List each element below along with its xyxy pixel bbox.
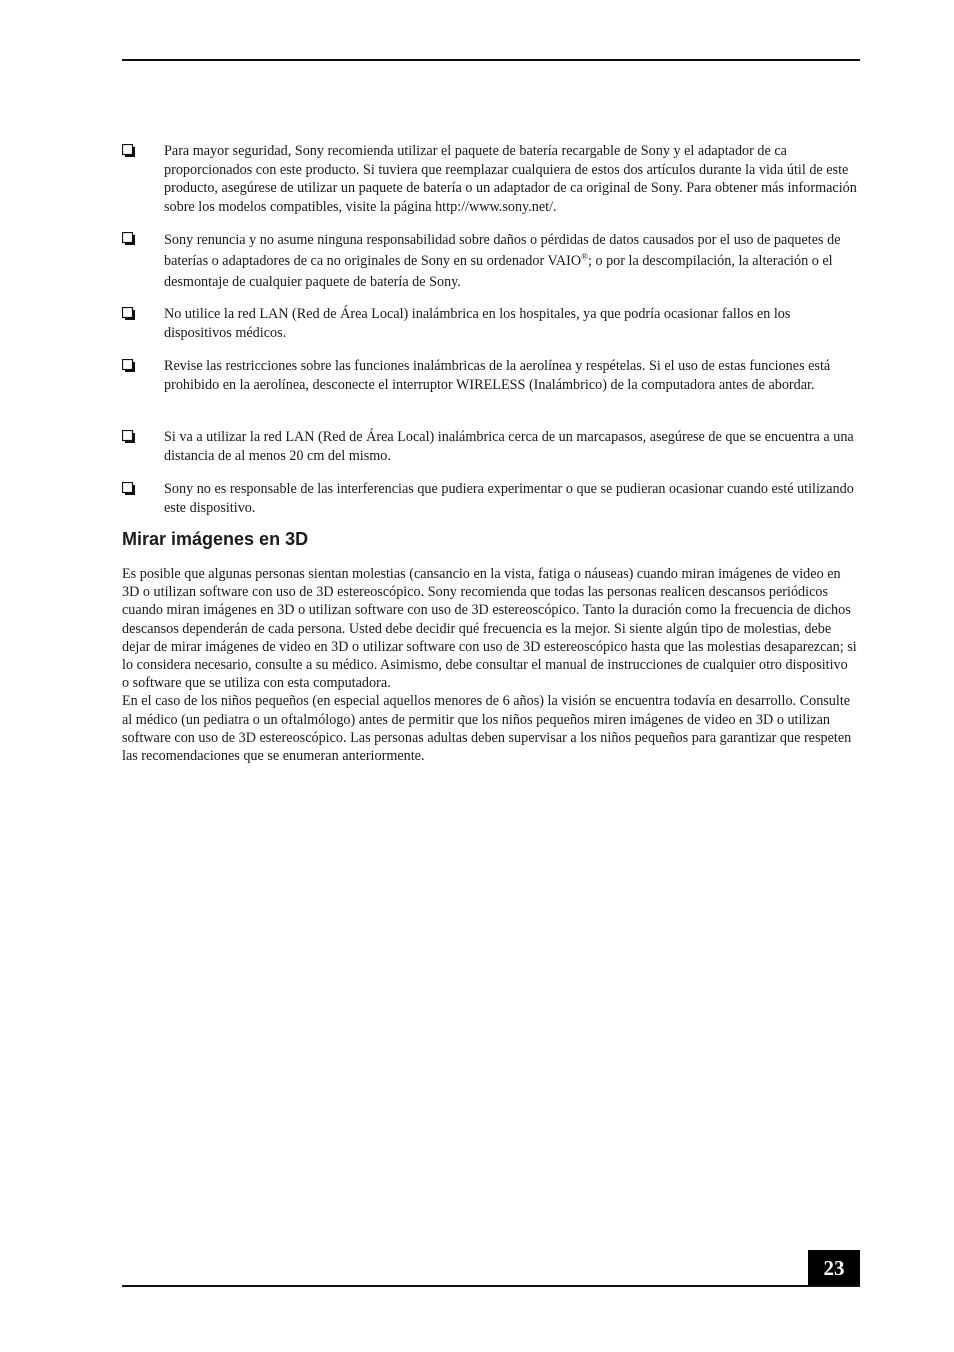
body-paragraph: En el caso de los niños pequeños (en especial aquellos menores de 6 años) la visión se encuentra todavía en desarrollo. Consulte al médico (un pediatra o un oftalmólogo) antes de permitir que los niños pequeños miren imágenes de video en 3D o utilizan software con uso de 3D estereoscópico. Las personas adultas deben supervisar a los niños pequeños para garantizar que respeten las recomendaciones que se enumeran anteriormente. xyxy=(122,693,852,765)
checkbox-icon xyxy=(122,307,135,320)
checkbox-icon xyxy=(122,482,135,495)
list-item xyxy=(122,230,858,293)
list-item-text: Sony no es responsable de las interferencias que pudiera experimentar o que se pudieran ocasionar cuando esté utilizando este dispositivo. xyxy=(164,481,854,516)
list-item-text-before: Sony renuncia y no asume ninguna responsabilidad sobre daños o pérdidas de datos causados por el uso de paquetes de baterías o adaptadores de ca no originales de Sony en su ordenador VAIO xyxy=(164,232,841,269)
list-item-text xyxy=(164,230,858,293)
list-item-text: No utilice la red LAN (Red de Área Local) inalámbrica en los hospitales, ya que podría ocasionar fallos en los dispositivos médicos. xyxy=(164,306,791,341)
list-item xyxy=(122,480,858,517)
list-item-text: Revise las restricciones sobre las funciones inalámbricas de la aerolínea y respételas. Si el uso de estas funciones está prohibido en la aerolínea, desconecte el interruptor WIRELESS (Inalámbrico) de la computadora antes de abordar. xyxy=(164,358,831,393)
list-item-text: Para mayor seguridad, Sony recomienda utilizar el paquete de batería recargable de Sony y el adaptador de ca proporcionados con este producto. Si tuviera que reemplazar cualquiera de estos dos artículos durante la vida útil de este producto, asegúrese de utilizar un paquete de batería o un adaptador de ca original de Sony. Para obtener más información sobre los modelos compatibles, visite la página http://www.sony.net/. xyxy=(164,143,857,215)
registered-mark: ® xyxy=(581,251,588,262)
list-item xyxy=(122,428,858,465)
checkbox-icon xyxy=(122,359,135,372)
page-number: 23 xyxy=(808,1250,860,1286)
footer-rule xyxy=(122,1285,860,1287)
header-rule xyxy=(122,59,860,61)
list-item-text: Si va a utilizar la red LAN (Red de Área Local) inalámbrica cerca de un marcapasos, asegúrese de que se encuentra a una distancia de al menos 20 cm del mismo. xyxy=(164,429,854,464)
list-item-text-after: ; o por la descompilación, la alteración o el desmontaje de cualquier paquete de batería de Sony. xyxy=(164,253,833,290)
checkbox-icon xyxy=(122,232,135,245)
checkbox-icon xyxy=(122,144,135,157)
list-item xyxy=(122,142,858,216)
list-item xyxy=(122,305,858,342)
body-paragraph: Es posible que algunas personas sientan molestias (cansancio en la vista, fatiga o náuseas) cuando miran imágenes de video en 3D o utilizan software con uso de 3D estereoscópico. Sony recomienda que todas las personas realicen descansos periódicos cuando miran imágenes en 3D o utilizan software con uso de 3D estereoscópico. Tanto la duración como la frecuencia de dichos descansos dependerán de cada persona. Usted debe decidir qué frecuencia es la mejor. Si siente algún tipo de molestias, debe dejar de mirar imágenes de video en 3D o utilizar software con uso de 3D estereoscópico hasta que las molestias desaparezcan; si lo considera necesario, consulte a su médico. Asimismo, debe consultar el manual de instrucciones de cualquier otro dispositivo o software que se utiliza con esta computadora. xyxy=(122,566,857,692)
section-body xyxy=(122,565,858,765)
checkbox-icon xyxy=(122,430,135,443)
section-heading: Mirar imágenes en 3D xyxy=(122,529,309,549)
list-item xyxy=(122,357,858,394)
